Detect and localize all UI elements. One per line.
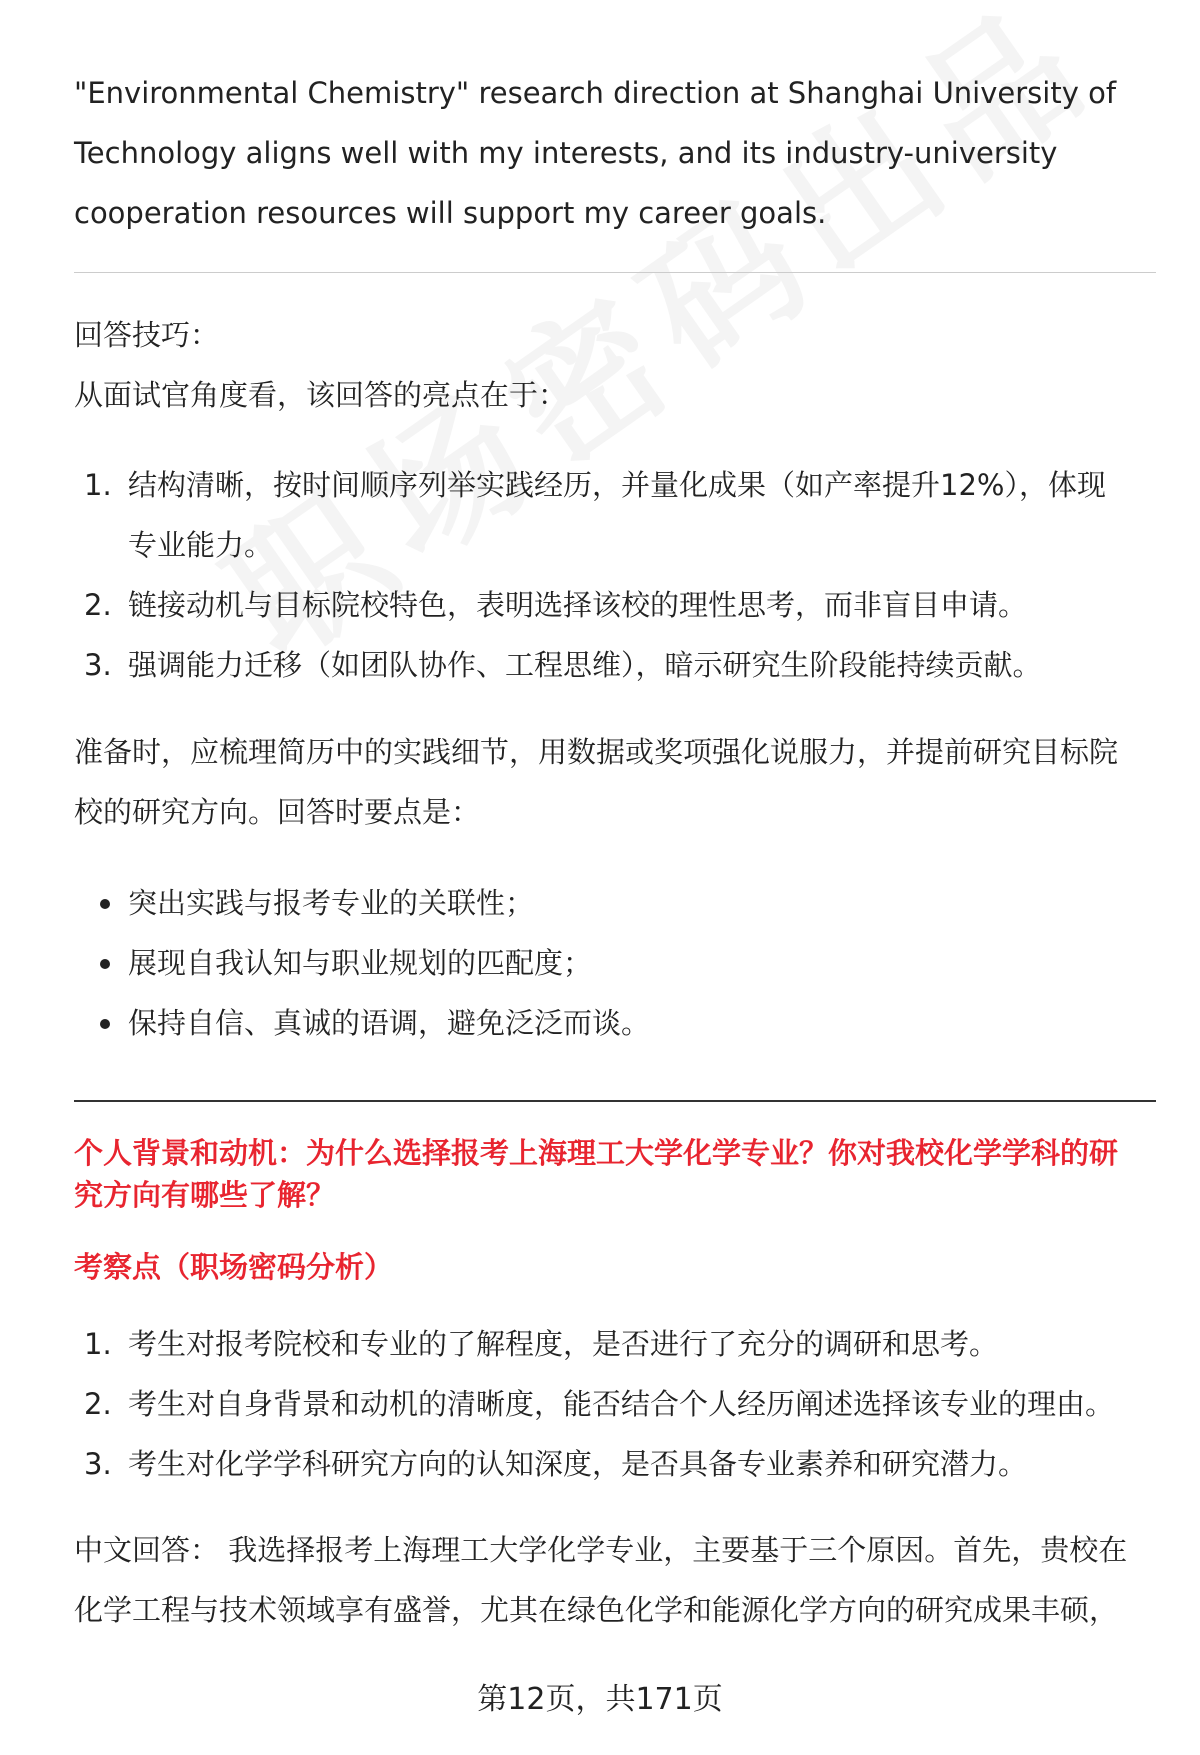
prep-paragraph: 准备时，应梳理简历中的实践细节，用数据或奖项强化说服力，并提前研究目标院 校的研究方向。回答时要点是： <box>74 735 1119 829</box>
question-divider <box>74 1100 1156 1102</box>
question-title: 个人背景和动机：为什么选择报考上海理工大学化学专业？你对我校化学学科的研 究方向有哪些了解？ <box>74 1136 1119 1212</box>
bullet-icon <box>100 899 110 909</box>
list-number: 1. <box>84 468 112 502</box>
list-item: 3. 强调能力迁移（如团队协作、工程思维），暗示研究生阶段能持续贡献。 <box>74 635 1154 695</box>
tips-list <box>74 455 1154 695</box>
list-item: 1. 结构清晰，按时间顺序列举实践经历，并量化成果（如产率提升12%），体现 专业能力。 <box>74 455 1154 575</box>
intro-line: Technology aligns well with my interests, and its industry-university <box>74 136 1058 170</box>
list-number: 3. <box>84 648 112 682</box>
list-number: 2. <box>84 1387 112 1421</box>
section-divider <box>74 272 1156 273</box>
list-item: 2. 考生对自身背景和动机的清晰度，能否结合个人经历阐述选择该专业的理由。 <box>74 1374 1154 1434</box>
focus-list <box>74 1314 1154 1494</box>
page-number: 第12页，共171页 <box>477 1682 723 1717</box>
intro-line: cooperation resources will support my career goals. <box>74 196 827 230</box>
list-number: 2. <box>84 588 112 622</box>
list-number: 1. <box>84 1327 112 1361</box>
list-item: 突出实践与报考专业的关联性； <box>74 873 1154 933</box>
bullet-icon <box>100 959 110 969</box>
tips-heading: 回答技巧： <box>74 318 220 352</box>
bullet-icon <box>100 1019 110 1029</box>
list-item: 3. 考生对化学学科研究方向的认知深度，是否具备专业素养和研究潜力。 <box>74 1434 1154 1494</box>
intro-paragraph <box>74 63 1154 243</box>
list-item: 展现自我认知与职业规划的匹配度； <box>74 933 1154 993</box>
list-number: 3. <box>84 1447 112 1481</box>
list-item: 1. 考生对报考院校和专业的了解程度，是否进行了充分的调研和思考。 <box>74 1314 1154 1374</box>
tips-lead: 从面试官角度看，该回答的亮点在于： <box>74 378 568 412</box>
intro-line: "Environmental Chemistry" research direction at Shanghai University of <box>74 76 1117 110</box>
key-points-list <box>74 873 1154 1053</box>
answer-paragraph: 中文回答： 我选择报考上海理工大学化学专业，主要基于三个原因。首先，贵校在 化学工程与技术领域享有盛誉，尤其在绿色化学和能源化学方向的研究成果丰硕， <box>74 1533 1128 1627</box>
list-item: 保持自信、真诚的语调，避免泛泛而谈。 <box>74 993 1154 1053</box>
focus-heading: 考察点（职场密码分析） <box>74 1250 394 1284</box>
list-item: 2. 链接动机与目标院校特色，表明选择该校的理性思考，而非盲目申请。 <box>74 575 1154 635</box>
